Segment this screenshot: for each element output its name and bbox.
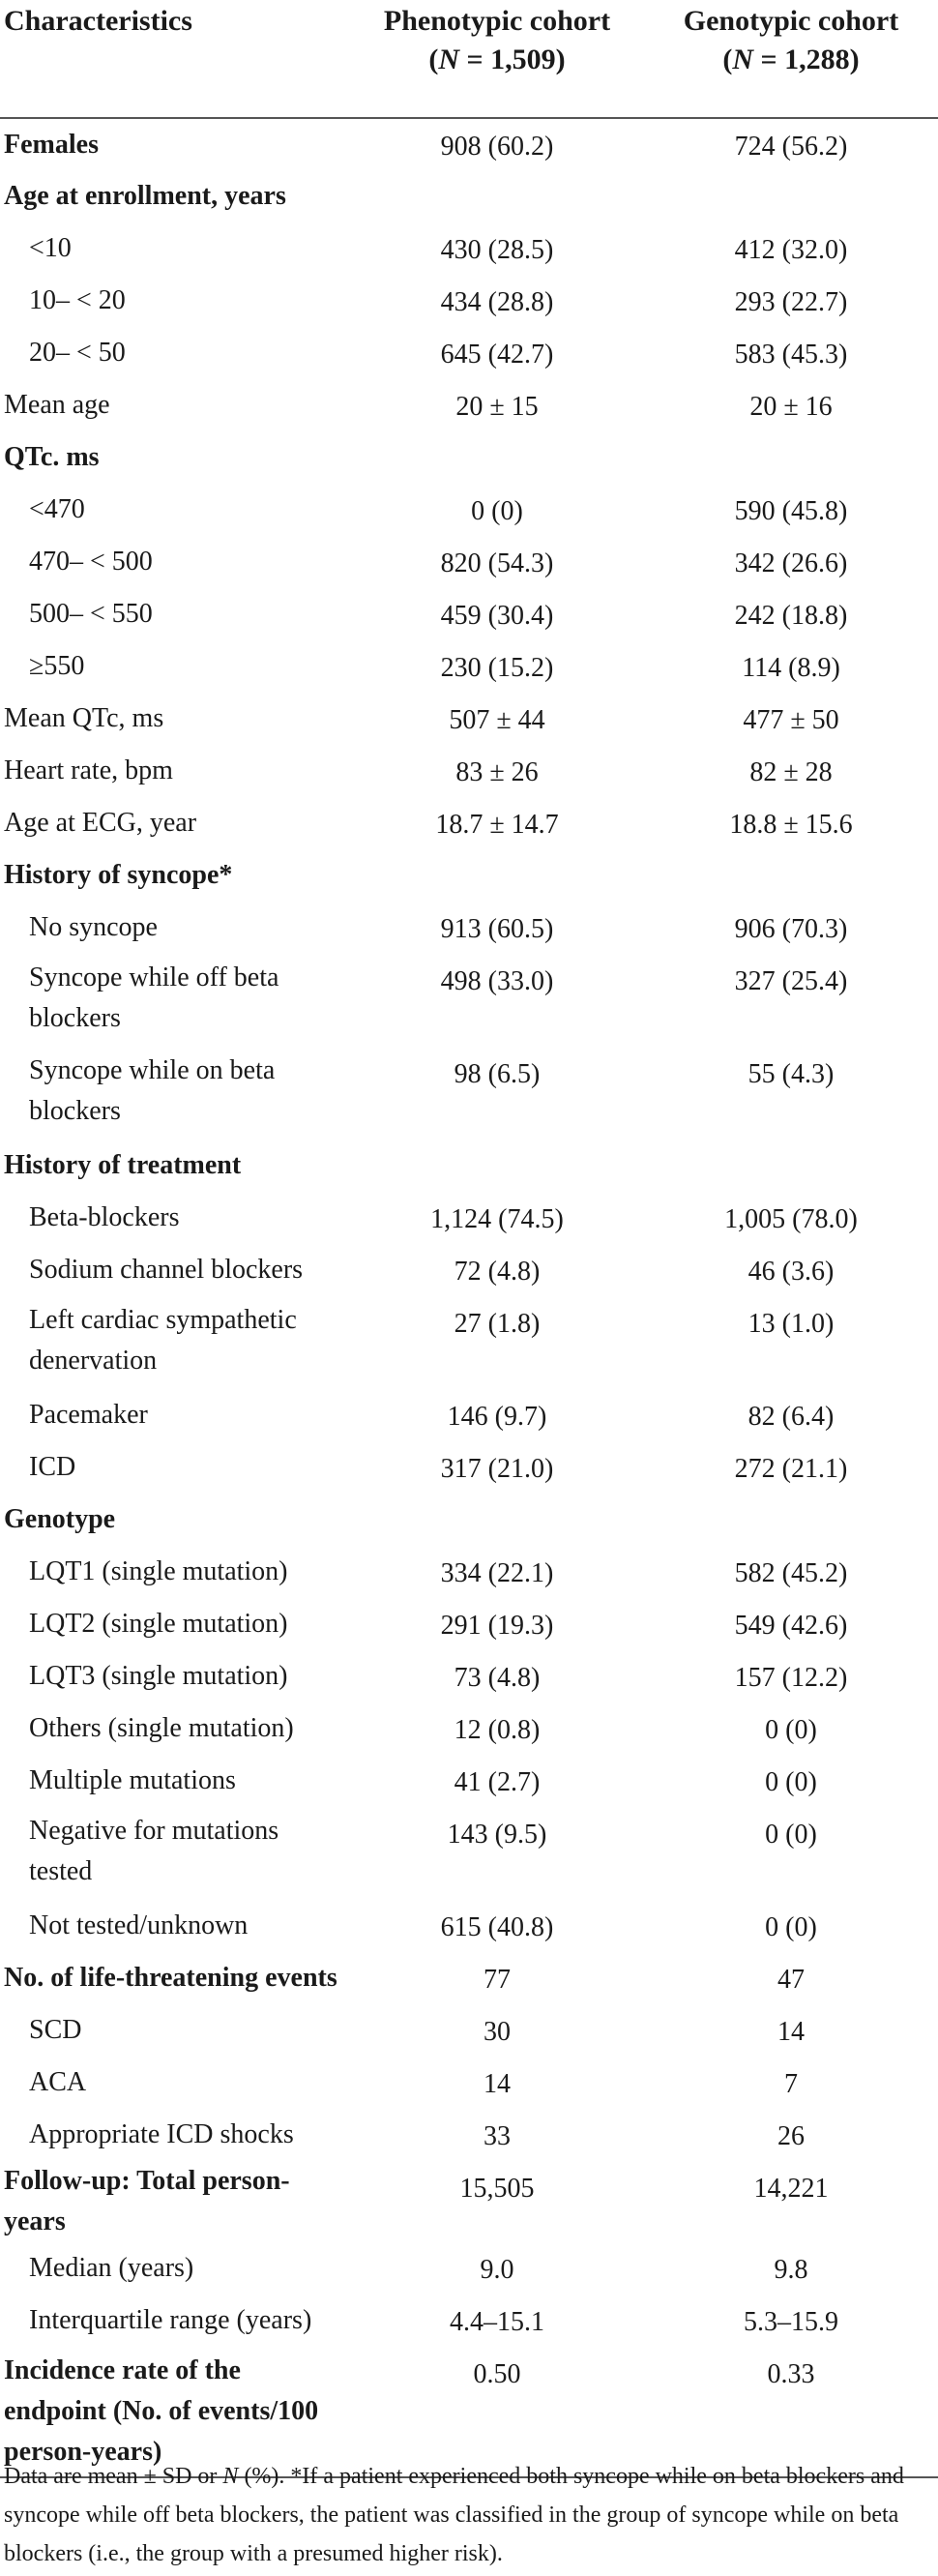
table-row — [0, 170, 938, 222]
phenotypic-value: 18.7 ± 14.7 — [435, 810, 559, 840]
row-label: Syncope while off beta blockers — [29, 962, 279, 1033]
phenotypic-value — [350, 1140, 644, 1192]
genotypic-value: 26 — [777, 2121, 805, 2151]
phenotypic-value: 0 (0) — [471, 496, 523, 526]
genotypic-value: 583 (45.3) — [734, 340, 848, 370]
genotypic-value: 20 ± 16 — [749, 392, 833, 422]
row-label: No syncope — [29, 912, 158, 942]
table-row — [0, 1650, 938, 1703]
row-label: Genotype — [4, 1504, 116, 1534]
phenotypic-value: 908 (60.2) — [440, 132, 554, 162]
genotypic-value — [644, 1140, 938, 1192]
phenotypic-value: 30 — [484, 2017, 511, 2047]
table-row — [0, 797, 938, 849]
phenotypic-value: 33 — [484, 2121, 511, 2151]
row-label: Follow-up: Total person-years — [4, 2166, 290, 2236]
phenotypic-value: 98 (6.5) — [454, 1059, 541, 1089]
footnote-text-part2: (%). *If a patient experienced both syncope while on beta blockers and syncope while off beta blockers, the patient was classified in the group of syncope while on beta blockers (i.e., the group with a presumed higher risk). — [4, 2464, 904, 2566]
phenotypic-value: 15,505 — [459, 2174, 535, 2204]
row-label: Appropriate ICD shocks — [29, 2119, 294, 2149]
phenotypic-value: 4.4–15.1 — [450, 2307, 544, 2337]
table-row — [0, 1441, 938, 1494]
row-label: QTc. ms — [4, 442, 100, 472]
table-row — [0, 2295, 938, 2347]
row-label: No. of life-threatening events — [4, 1963, 337, 1993]
row-label: Age at ECG, year — [4, 808, 197, 838]
genotypic-value: 412 (32.0) — [734, 235, 848, 265]
table-row — [0, 1952, 938, 2004]
genotypic-value: 0 (0) — [765, 1767, 817, 1797]
table-row — [0, 1703, 938, 1755]
row-label: Mean QTc, ms — [4, 703, 164, 733]
phenotypic-value: 41 (2.7) — [454, 1767, 541, 1797]
row-label: LQT3 (single mutation) — [29, 1661, 288, 1691]
row-label: 470– < 500 — [29, 547, 153, 577]
genotypic-value: 13 (1.0) — [747, 1309, 835, 1339]
genotypic-value: 0 (0) — [765, 1912, 817, 1942]
table-row — [0, 693, 938, 745]
row-label: LQT2 (single mutation) — [29, 1609, 288, 1639]
genotypic-value: 157 (12.2) — [734, 1663, 848, 1693]
phenotypic-value: 72 (4.8) — [454, 1257, 541, 1287]
row-label: History of syncope* — [4, 860, 233, 890]
row-label: 500– < 550 — [29, 599, 153, 629]
header-genotypic-n-label: N — [732, 44, 754, 75]
phenotypic-value: 12 (0.8) — [454, 1715, 541, 1745]
genotypic-value: 1,005 (78.0) — [724, 1204, 858, 1234]
table-row — [0, 379, 938, 431]
genotypic-value: 342 (26.6) — [734, 548, 848, 578]
phenotypic-value: 820 (54.3) — [440, 548, 554, 578]
header-phenotypic-n-label: N — [438, 44, 460, 75]
table-row — [0, 2004, 938, 2057]
genotypic-value: 46 (3.6) — [747, 1257, 835, 1287]
phenotypic-value: 73 (4.8) — [454, 1663, 541, 1693]
table-row — [0, 2242, 938, 2295]
table-row — [0, 1494, 938, 1546]
table-row — [0, 1244, 938, 1296]
table-header — [0, 0, 938, 118]
table-row — [0, 275, 938, 327]
phenotypic-value: 430 (28.5) — [440, 235, 554, 265]
genotypic-value: 0 (0) — [765, 1820, 817, 1850]
genotypic-value: 293 (22.7) — [734, 287, 848, 317]
table-row — [0, 1389, 938, 1441]
row-label: Median (years) — [29, 2253, 194, 2283]
table-row — [0, 1546, 938, 1598]
row-label: Pacemaker — [29, 1400, 148, 1430]
row-label: Syncope while on beta blockers — [29, 1055, 276, 1126]
phenotypic-value: 20 ± 15 — [455, 392, 539, 422]
row-label: 10– < 20 — [29, 285, 126, 315]
table-row — [0, 588, 938, 640]
table-row — [0, 1900, 938, 1952]
phenotypic-value: 615 (40.8) — [440, 1912, 554, 1942]
phenotypic-value: 14 — [484, 2069, 511, 2099]
genotypic-value — [644, 431, 938, 484]
genotypic-value: 5.3–15.9 — [744, 2307, 838, 2337]
genotypic-value: 0 (0) — [765, 1715, 817, 1745]
header-phenotypic-cohort: Phenotypic cohort (N = 1,509) — [383, 5, 611, 75]
row-label: Beta-blockers — [29, 1202, 180, 1232]
footnote-text-part1: Data are mean ± SD or — [4, 2464, 223, 2489]
row-label: Age at enrollment, years — [4, 181, 286, 211]
phenotypic-value: 498 (33.0) — [440, 966, 554, 996]
genotypic-value: 477 ± 50 — [743, 705, 839, 735]
genotypic-value: 14,221 — [753, 2174, 829, 2204]
row-label: Left cardiac sympathetic denervation — [29, 1305, 297, 1376]
row-label: ≥550 — [29, 651, 85, 681]
table-row — [0, 1047, 938, 1140]
genotypic-value: 327 (25.4) — [734, 966, 848, 996]
table-row — [0, 1140, 938, 1192]
table-row — [0, 1296, 938, 1389]
phenotypic-value: 83 ± 26 — [455, 757, 539, 787]
phenotypic-value: 27 (1.8) — [454, 1309, 541, 1339]
genotypic-value: 724 (56.2) — [734, 132, 848, 162]
table-row — [0, 2161, 938, 2242]
table-row — [0, 484, 938, 536]
genotypic-value — [644, 170, 938, 222]
phenotypic-value: 334 (22.1) — [440, 1558, 554, 1588]
phenotypic-value: 317 (21.0) — [440, 1454, 554, 1484]
phenotypic-value: 77 — [484, 1965, 511, 1995]
row-label: Heart rate, bpm — [4, 755, 173, 785]
row-label: Females — [4, 129, 99, 160]
phenotypic-value: 291 (19.3) — [440, 1611, 554, 1641]
genotypic-value: 0.33 — [767, 2359, 815, 2389]
table-row — [0, 2057, 938, 2109]
row-label: <470 — [29, 494, 85, 524]
genotypic-value: 47 — [777, 1965, 805, 1995]
phenotypic-value — [350, 1494, 644, 1546]
phenotypic-value: 0.50 — [473, 2359, 521, 2389]
table-footnote — [4, 2457, 934, 2573]
row-label: ACA — [29, 2067, 87, 2097]
header-phenotypic-title: Phenotypic cohort — [383, 5, 611, 37]
table-row — [0, 327, 938, 379]
phenotypic-value: 459 (30.4) — [440, 601, 554, 631]
row-label: Interquartile range (years) — [29, 2305, 312, 2335]
table-row — [0, 849, 938, 902]
table-row — [0, 2109, 938, 2161]
row-label: Multiple mutations — [29, 1765, 236, 1795]
table-row — [0, 118, 938, 170]
genotypic-value — [644, 849, 938, 902]
phenotypic-value: 645 (42.7) — [440, 340, 554, 370]
genotypic-value: 55 (4.3) — [747, 1059, 835, 1089]
row-label: Incidence rate of the endpoint (No. of events/100 person-years) — [4, 2355, 319, 2467]
table-row — [0, 431, 938, 484]
genotypic-value: 82 (6.4) — [747, 1402, 835, 1432]
genotypic-value: 7 — [784, 2069, 798, 2099]
phenotypic-value: 146 (9.7) — [447, 1402, 547, 1432]
genotypic-value: 82 ± 28 — [749, 757, 833, 787]
phenotypic-value: 1,124 (74.5) — [430, 1204, 564, 1234]
phenotypic-value: 913 (60.5) — [440, 914, 554, 944]
phenotypic-value — [350, 849, 644, 902]
row-label: Mean age — [4, 390, 110, 420]
table-row — [0, 640, 938, 693]
genotypic-value: 114 (8.9) — [742, 653, 840, 683]
row-label: Sodium channel blockers — [29, 1255, 304, 1285]
table-row — [0, 902, 938, 954]
table-row — [0, 1755, 938, 1807]
row-label: History of treatment — [4, 1150, 242, 1180]
row-label: <10 — [29, 233, 72, 263]
footnote-n-italic: N — [222, 2464, 239, 2489]
genotypic-value: 272 (21.1) — [734, 1454, 848, 1484]
header-phenotypic-n-value: = 1,509) — [459, 44, 566, 75]
genotypic-value: 582 (45.2) — [734, 1558, 848, 1588]
phenotypic-value: 434 (28.8) — [440, 287, 554, 317]
header-genotypic-cohort: Genotypic cohort (N = 1,288) — [683, 5, 899, 75]
row-label: SCD — [29, 2015, 82, 2045]
genotypic-value: 906 (70.3) — [734, 914, 848, 944]
genotypic-value: 18.8 ± 15.6 — [729, 810, 853, 840]
table-body — [0, 118, 938, 2477]
row-label: Negative for mutations tested — [29, 1816, 279, 1886]
genotypic-value — [644, 1494, 938, 1546]
table-row — [0, 1192, 938, 1244]
row-label: Not tested/unknown — [29, 1910, 249, 1940]
genotypic-value: 9.8 — [774, 2255, 808, 2285]
row-label: ICD — [29, 1452, 76, 1482]
header-genotypic-n-value: = 1,288) — [753, 44, 860, 75]
row-label: 20– < 50 — [29, 338, 126, 368]
phenotypic-value — [350, 431, 644, 484]
phenotypic-value: 143 (9.5) — [447, 1820, 547, 1850]
table-row — [0, 1598, 938, 1650]
genotypic-value: 549 (42.6) — [734, 1611, 848, 1641]
genotypic-value: 14 — [777, 2017, 805, 2047]
row-label: LQT1 (single mutation) — [29, 1556, 288, 1586]
phenotypic-value: 230 (15.2) — [440, 653, 554, 683]
table-row — [0, 1807, 938, 1900]
genotypic-value: 590 (45.8) — [734, 496, 848, 526]
table-row — [0, 222, 938, 275]
phenotypic-value — [350, 170, 644, 222]
header-characteristics: Characteristics — [4, 5, 192, 37]
table-row — [0, 745, 938, 797]
phenotypic-value: 9.0 — [480, 2255, 514, 2285]
header-genotypic-title: Genotypic cohort — [683, 5, 899, 37]
table-row — [0, 536, 938, 588]
table-row — [0, 954, 938, 1047]
genotypic-value: 242 (18.8) — [734, 601, 848, 631]
row-label: Others (single mutation) — [29, 1713, 294, 1743]
phenotypic-value: 507 ± 44 — [449, 705, 545, 735]
